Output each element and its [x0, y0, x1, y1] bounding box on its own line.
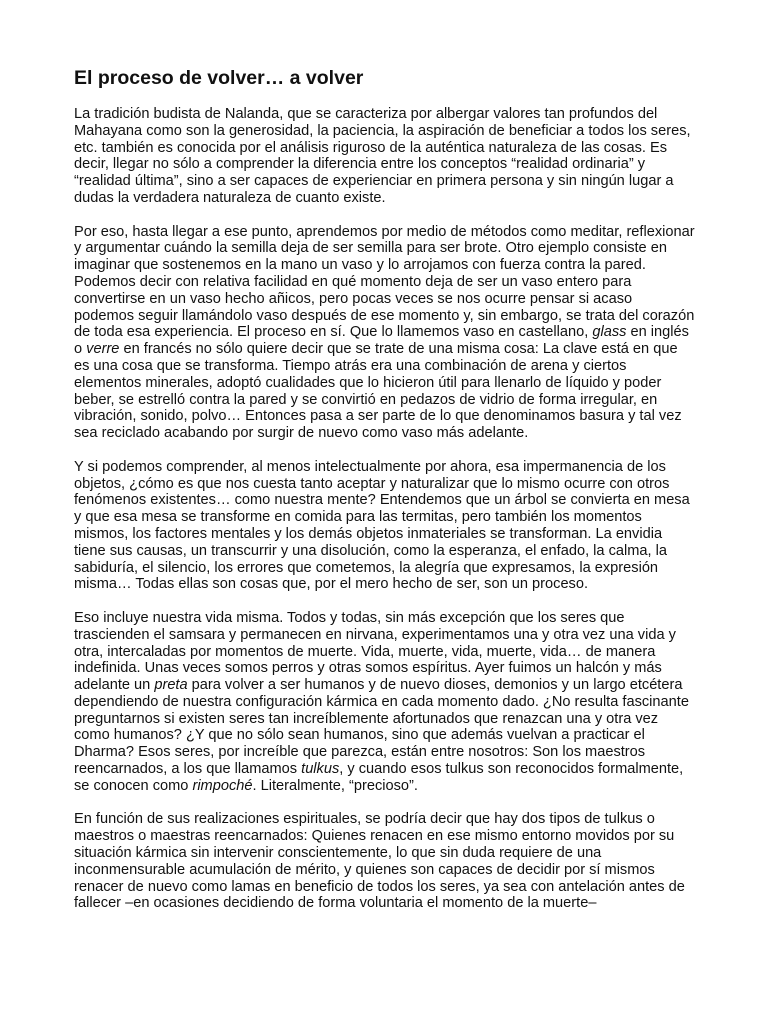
paragraph-1: [74, 106, 696, 207]
text-run: Y si podemos comprender, al menos intelectualmente por ahora, esa impermanencia de los objetos, ¿cómo es que nos cuesta tanto aceptar y naturalizar que lo mismo ocurre con otros fenómenos existentes… como nuestra mente? Entendemos que un árbol se convierta en mesa y que esa mesa se transforme en comida para las termitas, pero también los momentos mismos, los factores mentales y los demás objetos inmateriales se transforman. La envidia tiene sus causas, un transcurrir y una disolución, como la esperanza, el enfado, la calma, la sabiduría, el silencio, los errores que cometemos, la alegría que expresamos, la expresión misma… Todas ellas son cosas que, por el mero hecho de ser, son un proceso.: [74, 458, 690, 593]
text-run: . Literalmente, “precioso”.: [252, 777, 418, 794]
text-run: en inglés o: [74, 324, 689, 358]
paragraph-5: [74, 811, 696, 912]
paragraph-3: [74, 459, 696, 593]
italic-term: preta: [154, 677, 188, 694]
text-run: La tradición budista de Nalanda, que se caracteriza por albergar valores tan profundos del Mahayana como son la generosidad, la paciencia, la aspiración de beneficiar a todos los seres, etc. también es conocida por el análisis riguroso de la auténtica naturaleza de las cosas. Es decir, llegar no sólo a comprender la diferencia entre los conceptos “realidad ordinaria” y “realidad última”, sino a ser capaces de experienciar en primera persona y sin ningún lugar a dudas la verdadera naturaleza de cuanto existe.: [74, 106, 691, 206]
text-run: En función de sus realizaciones espirituales, se podría decir que hay dos tipos de tulkus o maestros o maestras reencarnados: Quienes renacen en ese mismo entorno movidos por su situación kármica sin intervenir conscientemente, lo que sin duda requiere de una inconmensurable acumulación de mérito, y quienes son capaces de decidir por sí mismos renacer de nuevo como lamas en beneficio de todos los seres, ya sea con antelación antes de fallecer –en ocasiones decidiendo de forma voluntaria el momento de la muerte–: [74, 811, 685, 912]
text-run: Eso incluye nuestra vida misma. Todos y todas, sin más excepción que los seres que trascienden el samsara y permanecen en nirvana, experimentamos una y otra vez una vida y otra, intercaladas por momentos de muerte. Vida, muerte, vida, muerte, vida… de manera indefinida. Unas veces somos perros y otras somos espíritus. Ayer fuimos un halcón y más adelante un: [74, 609, 676, 694]
document-title: El proceso de volver… a volver: [74, 67, 364, 89]
text-run: en francés no sólo quiere decir que se trate de una misma cosa: La clave está en que es una cosa que se transforma. Tiempo atrás era una combinación de arena y ciertos elementos minerales, adoptó cualidades que lo hicieron útil para llenarlo de líquido y poder beber, se estrelló contra la pared y se convirtió en pedazos de vidrio de forma irregular, en vibración, sonido, polvo… Entonces pasa a ser parte de lo que denominamos basura y tal vez sea reciclado acabando por surgir de nuevo como vaso más adelante.: [74, 341, 682, 442]
italic-term: glass: [592, 324, 627, 341]
text-run: para volver a ser humanos y de nuevo dioses, demonios y un largo etcétera dependiendo de nuestra configuración kármica en cada momento dado. ¿No resulta fascinante preguntarnos si existen seres tan increíblemente afortunados que renazcan una y otra vez como humanos? ¿Y que no sólo sean humanos, sino que además vuelvan a practicar el Dharma? Esos seres, por increíble que parezca, están entre nosotros: Son los maestros reencarnados, a los que llamamos: [74, 677, 689, 778]
italic-term: rimpoché: [192, 777, 253, 794]
paragraph-2: [74, 224, 696, 442]
paragraph-4: [74, 610, 696, 795]
italic-term: tulkus: [301, 761, 340, 778]
text-run: Por eso, hasta llegar a ese punto, aprendemos por medio de métodos como meditar, reflexionar y argumentar cuándo la semilla deja de ser semilla para ser brote. Otro ejemplo consiste en imaginar que sostenemos en la mano un vaso y lo arrojamos con fuerza contra la pared. Podemos decir con relativa facilidad en qué momento deja de ser un vaso entero para convertirse en un vaso hecho añicos, pero pocas veces se nos ocurre pensar si acaso podemos seguir llamándolo vaso después de ese momento y, sin embargo, se trata del corazón de toda esa experiencia. El proceso en sí. Que lo llamemos vaso en castellano,: [74, 223, 695, 341]
document-page: [74, 66, 696, 929]
italic-term: verre: [86, 341, 120, 358]
text-run: , y cuando esos tulkus son reconocidos formalmente, se conocen como: [74, 761, 684, 794]
